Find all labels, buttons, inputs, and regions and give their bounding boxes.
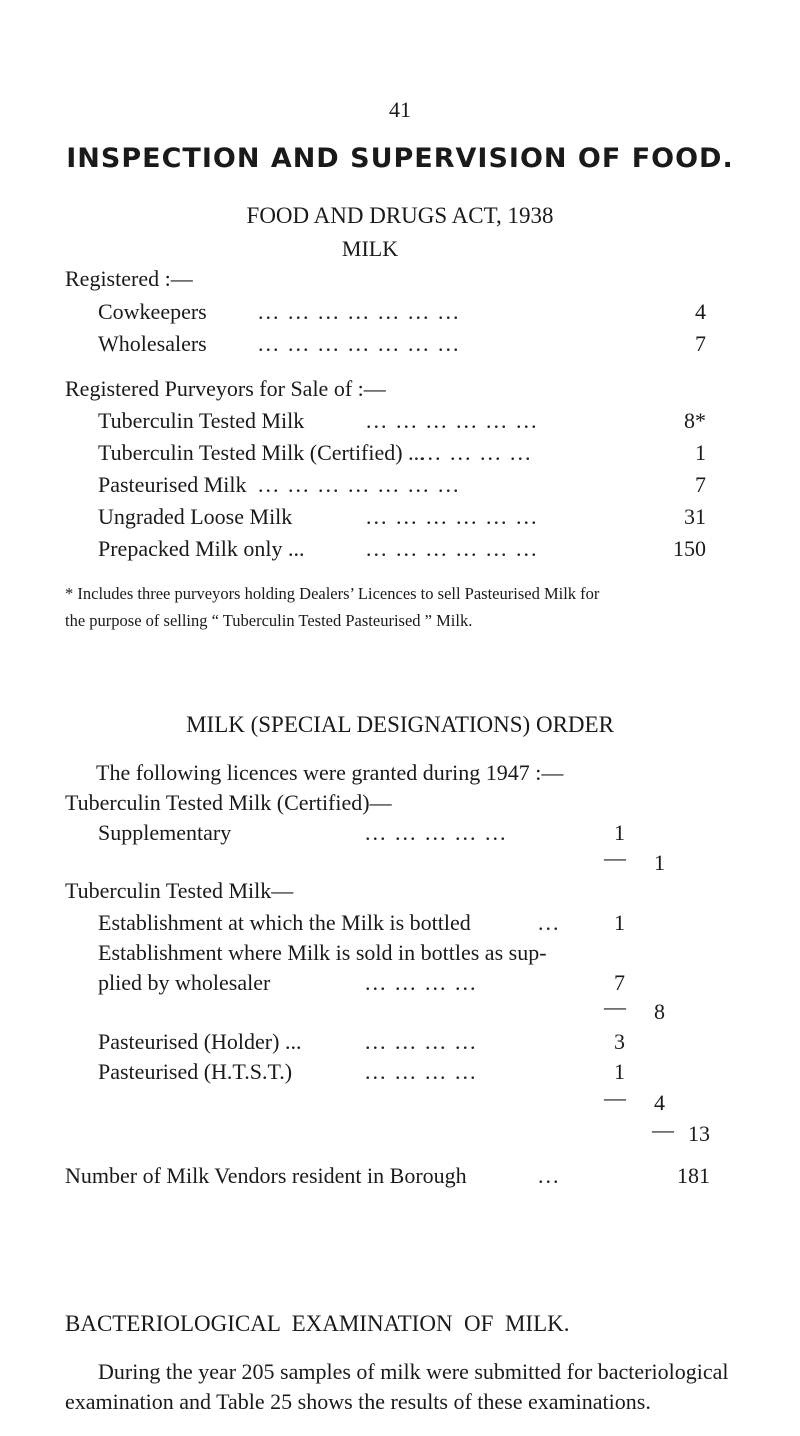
leader-dots: ... ... ... ... ... ... ... — [258, 299, 461, 324]
subtotal-value: 4 — [654, 1090, 665, 1115]
subtotal-value: 1 — [654, 850, 665, 875]
leader-dots: ... — [538, 910, 561, 935]
milk-subheading: MILK — [341, 236, 399, 261]
total-dash: — — [652, 1117, 674, 1142]
subtotal-dash: — — [604, 1085, 626, 1110]
leader-dots: ... ... ... ... ... ... ... — [258, 472, 461, 497]
licence-item-label: Establishment where Milk is sold in bottles as sup- — [98, 940, 547, 965]
food-act-heading: FOOD AND DRUGS ACT, 1938 — [246, 203, 554, 228]
leader-dots: ... ... ... ... — [365, 1029, 478, 1054]
purveyor-item-value: 7 — [695, 472, 706, 497]
bacteriological-heading-text: BACTERIOLOGICAL EXAMINATION OF MILK. — [65, 1311, 570, 1336]
purveyor-item-label: Tuberculin Tested Milk — [98, 408, 305, 433]
page-title: INSPECTION AND SUPERVISION OF FOOD. — [66, 143, 734, 174]
group-label: Tuberculin Tested Milk— — [65, 878, 294, 903]
group-label: Tuberculin Tested Milk (Certified)— — [65, 790, 392, 815]
registered-label: Registered :— — [65, 266, 193, 291]
purveyor-item-value: 150 — [673, 536, 706, 561]
licence-item-value: 1 — [614, 820, 625, 845]
licence-item-label: plied by wholesaler — [98, 970, 271, 995]
licences-intro: The following licences were granted during 1947 :— — [96, 760, 564, 785]
subtotal-dash: — — [604, 994, 626, 1019]
bacteriological-heading — [65, 1311, 569, 1337]
licence-item-value: 7 — [614, 970, 625, 995]
bacteriological-paragraph: During the year 205 samples of milk were submitted for bacteriological — [98, 1359, 729, 1384]
registered-item-value: 4 — [695, 299, 706, 324]
leader-dots: ... ... ... ... ... ... — [366, 504, 539, 529]
vendors-value: 181 — [677, 1163, 710, 1188]
leader-dots: ... ... ... ... ... ... — [366, 536, 539, 561]
purveyor-item-value: 31 — [684, 504, 706, 529]
footnote: the purpose of selling “ Tuberculin Tested Pasteurised ” Milk. — [65, 611, 473, 630]
leader-dots: ... ... ... ... — [365, 970, 478, 995]
bacteriological-paragraph: examination and Table 25 shows the results of these examinations. — [65, 1389, 651, 1414]
purveyor-item-value: 8* — [684, 408, 706, 433]
purveyor-item-label: Tuberculin Tested Milk (Certified) ... — [98, 440, 425, 465]
subtotal-value: 8 — [654, 999, 665, 1024]
licence-item-value: 1 — [614, 910, 625, 935]
grand-total-value: 13 — [688, 1121, 710, 1146]
footnote: * Includes three purveyors holding Dealers’ Licences to sell Pasteurised Milk for — [65, 584, 600, 603]
leader-dots: ... ... ... ... ... ... ... — [258, 331, 461, 356]
page-number: 41 — [389, 97, 411, 122]
leader-dots: ... ... ... ... — [420, 440, 533, 465]
purveyor-item-label: Pasteurised Milk — [98, 472, 247, 497]
licence-item-value: 3 — [614, 1029, 625, 1054]
leader-dots: ... ... ... ... ... — [365, 820, 508, 845]
purveyors-label: Registered Purveyors for Sale of :— — [65, 376, 386, 401]
purveyor-item-label: Prepacked Milk only ... — [98, 536, 305, 561]
special-designations-heading: MILK (SPECIAL DESIGNATIONS) ORDER — [186, 712, 614, 737]
licence-item-label: Supplementary — [98, 820, 232, 845]
vendors-label: Number of Milk Vendors resident in Borough — [65, 1163, 467, 1188]
leader-dots: ... ... ... ... — [365, 1059, 478, 1084]
licence-item-label: Pasteurised (H.T.S.T.) — [98, 1059, 293, 1084]
registered-item-label: Wholesalers — [98, 331, 207, 356]
registered-item-value: 7 — [695, 331, 706, 356]
registered-item-label: Cowkeepers — [98, 299, 207, 324]
leader-dots: ... — [538, 1163, 561, 1188]
licence-item-label: Establishment at which the Milk is bottled — [98, 910, 471, 935]
subtotal-dash: — — [604, 845, 626, 870]
purveyor-item-value: 1 — [695, 440, 706, 465]
leader-dots: ... ... ... ... ... ... — [366, 408, 539, 433]
licence-item-label: Pasteurised (Holder) ... — [98, 1029, 302, 1054]
licence-item-value: 1 — [614, 1059, 625, 1084]
purveyor-item-label: Ungraded Loose Milk — [98, 504, 293, 529]
